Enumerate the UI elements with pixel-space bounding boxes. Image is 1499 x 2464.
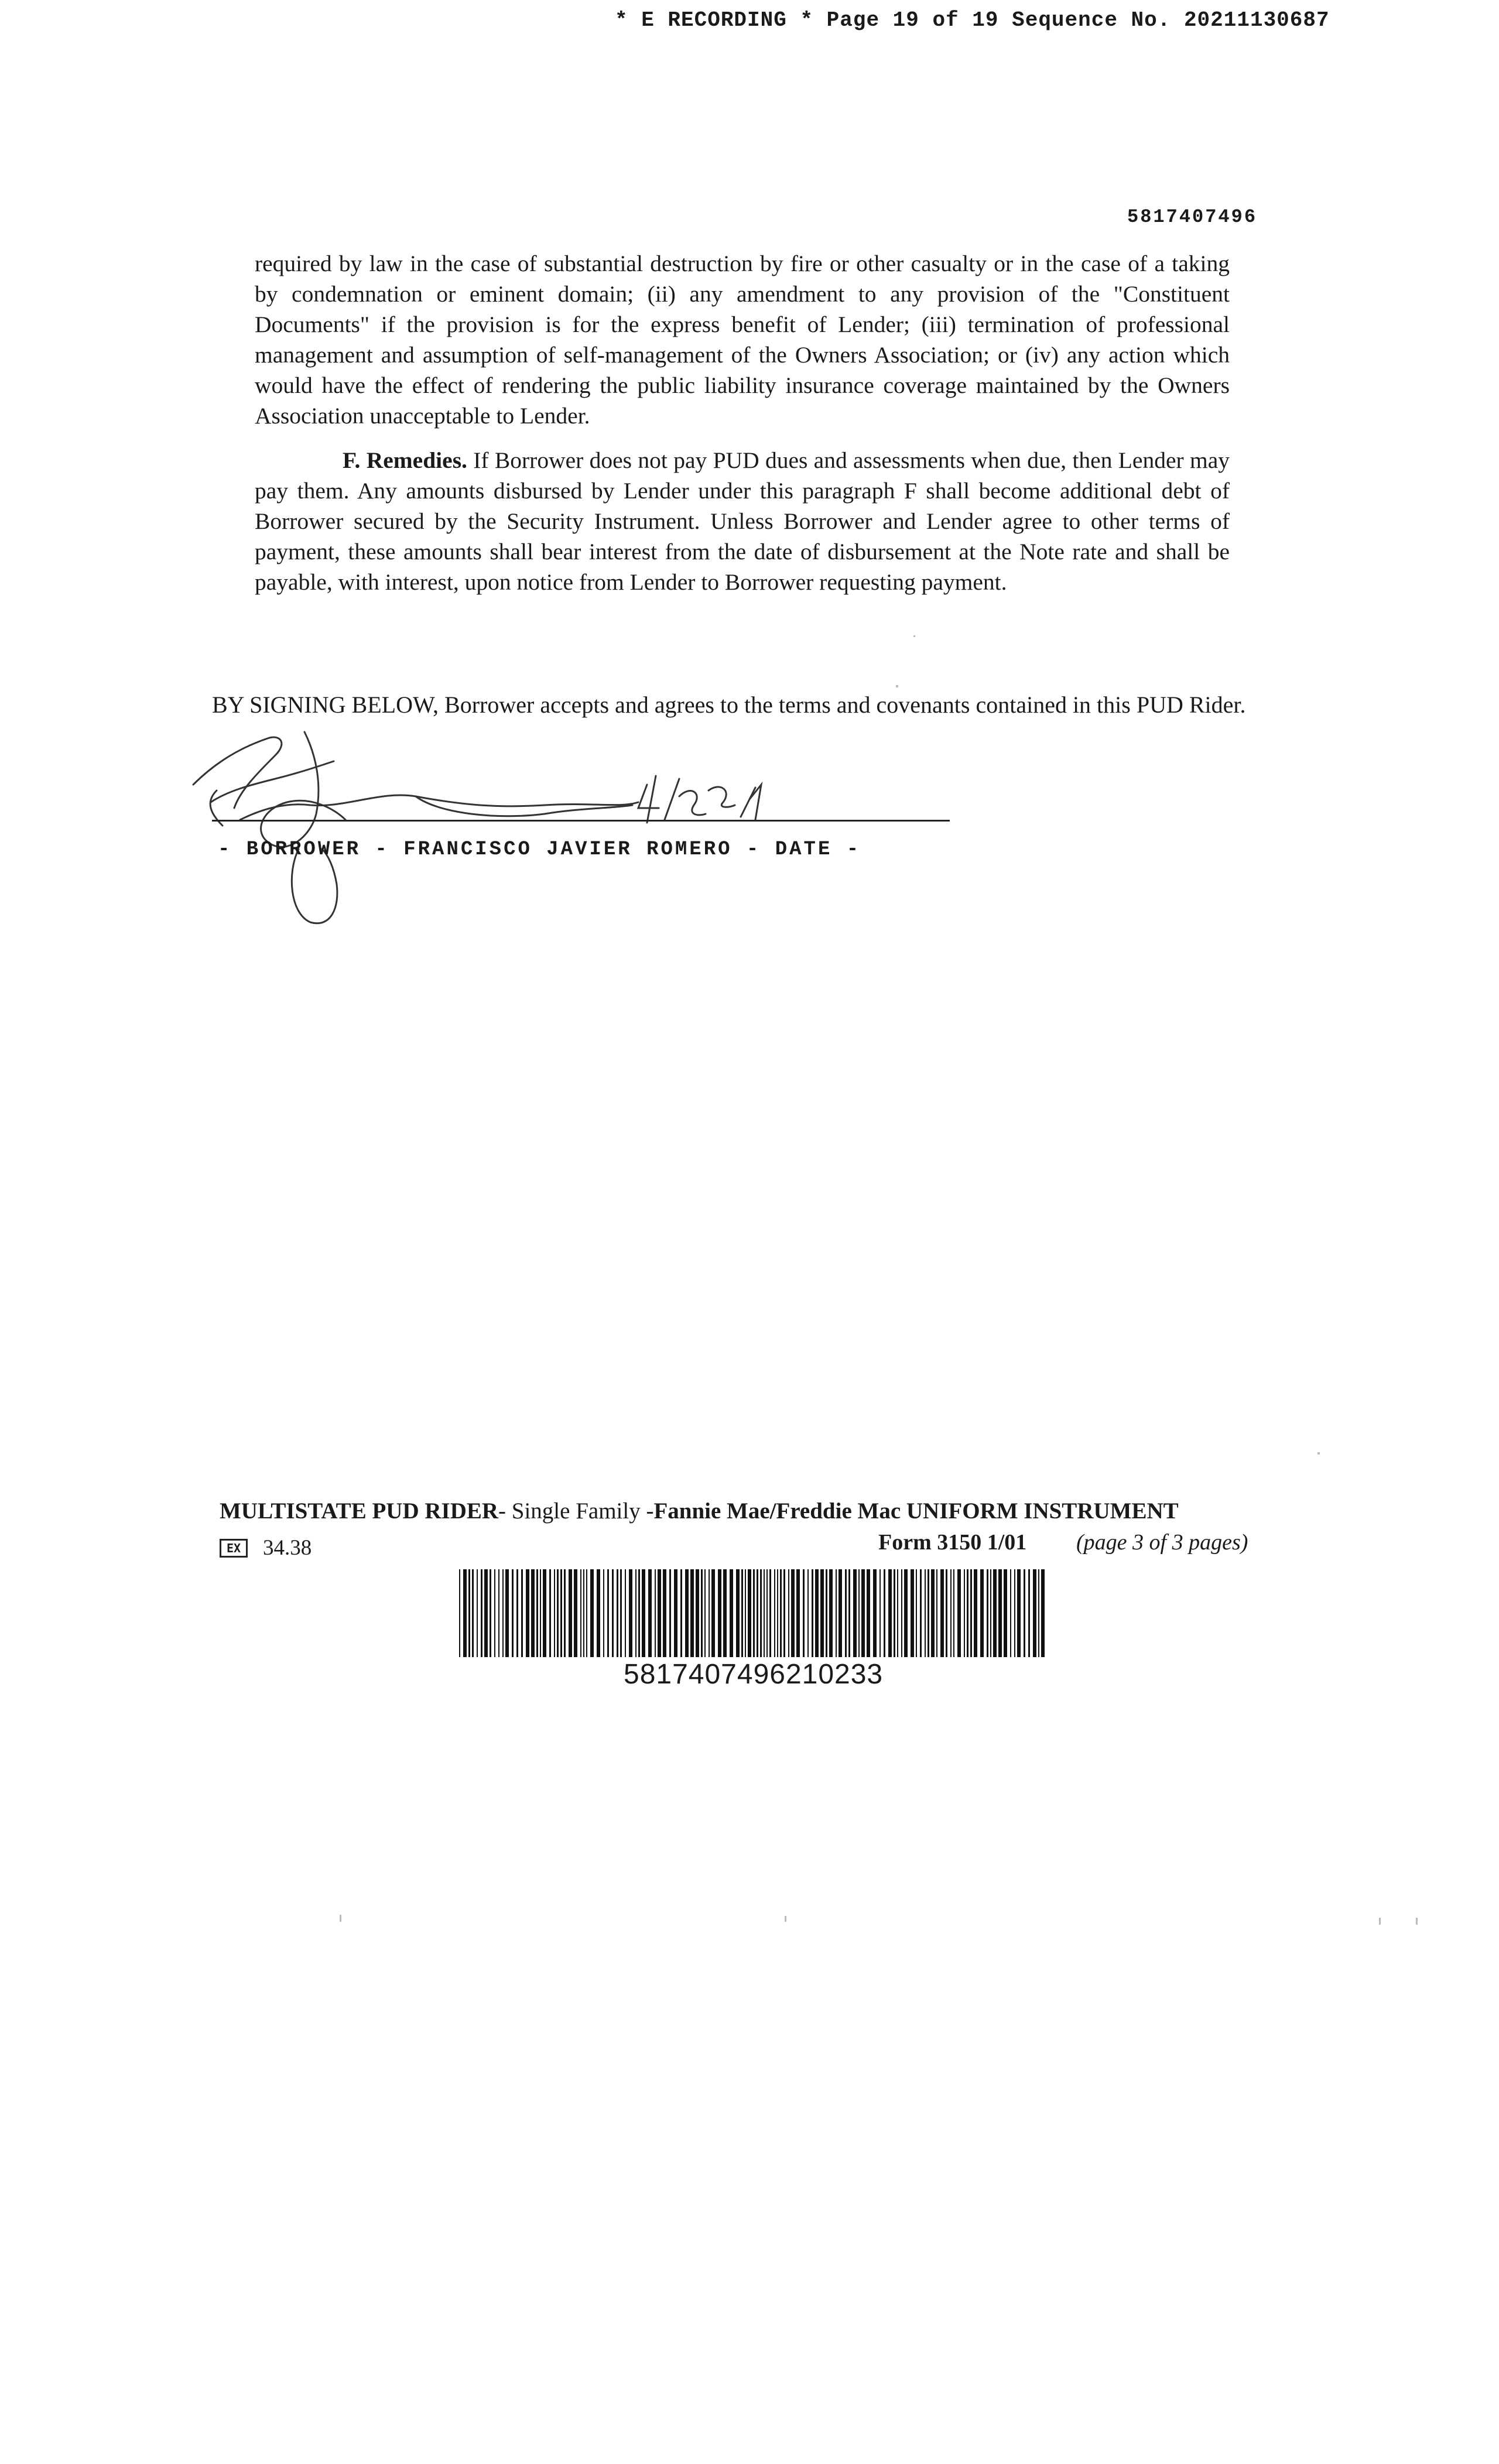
barcode-bar xyxy=(820,1569,824,1657)
barcode-bar xyxy=(753,1569,755,1657)
barcode-bar xyxy=(803,1569,805,1657)
barcode-bar xyxy=(980,1569,984,1657)
form-number: Form 3150 1/01 xyxy=(878,1530,1027,1555)
form-title-bold-2: Fannie Mae/Freddie Mac UNIFORM INSTRUMENT xyxy=(653,1498,1179,1524)
barcode-bar xyxy=(521,1569,523,1657)
barcode-bar xyxy=(957,1569,961,1657)
barcode-bar xyxy=(936,1569,937,1657)
barcode-bar xyxy=(1028,1569,1030,1657)
barcode-bar xyxy=(620,1569,622,1657)
form-code: 34.38 xyxy=(263,1536,312,1560)
barcode-bar xyxy=(788,1569,789,1657)
barcode-bar xyxy=(723,1569,727,1657)
barcode-bar xyxy=(990,1569,991,1657)
barcode-bar xyxy=(564,1569,566,1657)
form-title-bold: MULTISTATE PUD RIDER xyxy=(220,1498,499,1524)
barcode-bar xyxy=(836,1569,837,1657)
scan-speck xyxy=(896,685,898,687)
form-title-mid: - Single Family - xyxy=(498,1498,654,1524)
form-code-group xyxy=(220,1535,312,1560)
barcode-bar xyxy=(777,1569,778,1657)
barcode-bar xyxy=(998,1569,1002,1657)
barcode-bar xyxy=(463,1569,467,1657)
barcode-bar xyxy=(540,1569,541,1657)
barcode-bar xyxy=(574,1569,577,1657)
form-title xyxy=(220,1498,1179,1524)
barcode-bar xyxy=(987,1569,988,1657)
ex-icon: EX xyxy=(220,1539,248,1558)
barcode-bar xyxy=(498,1569,499,1657)
barcode-bar xyxy=(512,1569,514,1657)
barcode-bar xyxy=(736,1569,740,1657)
barcode-bar xyxy=(526,1569,529,1657)
barcode-bar xyxy=(769,1569,771,1657)
barcode-bar xyxy=(1038,1569,1039,1657)
barcode-bar xyxy=(901,1569,902,1657)
barcode-bar xyxy=(711,1569,715,1657)
barcode-bar xyxy=(554,1569,555,1657)
scan-speck xyxy=(1317,1452,1320,1455)
barcode-bar xyxy=(974,1569,977,1657)
barcode-bar xyxy=(477,1569,478,1657)
barcode-bar xyxy=(663,1569,666,1657)
barcode-bar xyxy=(580,1569,581,1657)
barcode-bar xyxy=(964,1569,965,1657)
page-count: (page 3 of 3 pages) xyxy=(1076,1530,1248,1555)
barcode-bar xyxy=(780,1569,782,1657)
barcode-bar xyxy=(741,1569,743,1657)
barcode-number: 5817407496210233 xyxy=(624,1659,884,1690)
barcode-bar xyxy=(904,1569,908,1657)
signature-line xyxy=(212,820,950,822)
barcode-bar xyxy=(648,1569,652,1657)
barcode-bar xyxy=(839,1569,842,1657)
borrower-signature xyxy=(170,720,790,943)
barcode-bar xyxy=(993,1569,997,1657)
barcode-bar xyxy=(481,1569,482,1657)
barcode-bar xyxy=(829,1569,833,1657)
barcode-bar xyxy=(569,1569,572,1657)
barcode-bar xyxy=(597,1569,600,1657)
barcode-bar xyxy=(897,1569,898,1657)
barcode-bar xyxy=(815,1569,819,1657)
barcode-bar xyxy=(674,1569,677,1657)
barcode-bar xyxy=(861,1569,865,1657)
barcode-bar xyxy=(745,1569,746,1657)
barcode-bar xyxy=(549,1569,551,1657)
barcode-bar xyxy=(757,1569,758,1657)
signature-caption: - BORROWER - FRANCISCO JAVIER ROMERO - DATE - xyxy=(218,839,861,861)
scan-speck xyxy=(1416,1918,1418,1925)
barcode-bar xyxy=(931,1569,935,1657)
barcode-bar xyxy=(826,1569,827,1657)
barcode-bar xyxy=(590,1569,594,1657)
barcode-bar xyxy=(718,1569,721,1657)
barcode-bar xyxy=(760,1569,762,1657)
barcode-bar xyxy=(946,1569,947,1657)
barcode-bar xyxy=(1010,1569,1011,1657)
barcode-bar xyxy=(583,1569,584,1657)
barcode-bar xyxy=(953,1569,954,1657)
barcode-bar xyxy=(845,1569,847,1657)
barcode-bar xyxy=(796,1569,800,1657)
barcode-bar xyxy=(970,1569,972,1657)
barcode-bar xyxy=(638,1569,640,1657)
barcode-bar xyxy=(848,1569,850,1657)
barcode-bar xyxy=(730,1569,733,1657)
barcode-bar xyxy=(468,1569,470,1657)
scan-speck xyxy=(1379,1918,1381,1925)
barcode-bar xyxy=(1017,1569,1021,1657)
barcode-bar xyxy=(617,1569,618,1657)
barcode-bar xyxy=(925,1569,926,1657)
barcode-bar xyxy=(920,1569,922,1657)
barcode-bar xyxy=(603,1569,604,1657)
barcode-bar xyxy=(494,1569,495,1657)
barcode-bar xyxy=(858,1569,860,1657)
barcode-bar xyxy=(1004,1569,1007,1657)
barcode-bar xyxy=(894,1569,895,1657)
barcode-bar xyxy=(472,1569,474,1657)
barcode-bar xyxy=(502,1569,504,1657)
barcode-bar xyxy=(484,1569,488,1657)
barcode-bar xyxy=(766,1569,768,1657)
barcode-bar xyxy=(911,1569,914,1657)
barcode-bar xyxy=(655,1569,656,1657)
barcode-bar xyxy=(701,1569,703,1657)
barcode-bar xyxy=(560,1569,562,1657)
barcode-bar xyxy=(748,1569,751,1657)
barcode-bar xyxy=(1024,1569,1025,1657)
barcode-bar xyxy=(536,1569,538,1657)
barcode-bar xyxy=(1033,1569,1036,1657)
barcode-bar xyxy=(669,1569,671,1657)
barcode-bar xyxy=(704,1569,706,1657)
barcode-bar xyxy=(1014,1569,1015,1657)
barcode-bar xyxy=(642,1569,645,1657)
barcode-bar xyxy=(612,1569,614,1657)
barcode-bar xyxy=(940,1569,944,1657)
barcode-bar xyxy=(853,1569,857,1657)
barcode-bar xyxy=(516,1569,518,1657)
barcode-bar xyxy=(709,1569,710,1657)
barcode-bar xyxy=(774,1569,775,1657)
barcode-bar xyxy=(625,1569,626,1657)
barcode-bar xyxy=(690,1569,694,1657)
barcode-bar xyxy=(685,1569,689,1657)
paragraph-continuation: required by law in the case of substantial destruction by fire or other casualty or in the case of a taking by condemnation or eminent domain; (ii) any amendment to any provision of the "Constituent Documents" if the provision is for the express benefit of Lender; (iii) termination of professional management and assumption of self-management of the Owners Association; or (iv) any action which would have the effect of rendering the public liability insurance coverage maintained by the Owners Association unacceptable to Lender. xyxy=(255,251,1230,429)
barcode-bar xyxy=(531,1569,535,1657)
barcode-bar xyxy=(629,1569,632,1657)
scan-speck xyxy=(340,1915,341,1922)
remedies-heading: F. Remedies. xyxy=(343,447,467,473)
barcode-bar xyxy=(635,1569,636,1657)
loan-number: 5817407496 xyxy=(1127,206,1258,228)
recording-header: * E RECORDING * Page 19 of 19 Sequence No. 20211130687 xyxy=(615,8,1330,32)
barcode-bar xyxy=(658,1569,661,1657)
remedies-paragraph xyxy=(255,445,1230,597)
barcode-bar xyxy=(950,1569,952,1657)
barcode-bar xyxy=(764,1569,765,1657)
barcode-bar xyxy=(607,1569,609,1657)
barcode-bar xyxy=(967,1569,968,1657)
remedies-text: If Borrower does not pay PUD dues and assessments when due, then Lender may pay them. Any amounts disbursed by Lender under this paragraph F shall become additional debt of Borrower secured by the Security Instrument. Unless Borrower and Lender agree to other terms of payment, these amounts shall bear interest from the date of disbursement at the Note rate and shall be payable, with interest, upon notice from Lender to Borrower requesting payment. xyxy=(255,447,1230,595)
barcode-bar xyxy=(680,1569,682,1657)
acceptance-statement: BY SIGNING BELOW, Borrower accepts and agrees to the terms and covenants contained in this PUD Rider. xyxy=(212,692,1246,718)
barcode-bar xyxy=(873,1569,877,1657)
barcode-bar xyxy=(812,1569,813,1657)
barcode-bar xyxy=(490,1569,491,1657)
barcode-bar xyxy=(916,1569,917,1657)
barcode-bar xyxy=(867,1569,870,1657)
barcode-bar xyxy=(1041,1569,1045,1657)
barcode-bar xyxy=(884,1569,885,1657)
barcode-bar xyxy=(696,1569,699,1657)
barcode-bar xyxy=(505,1569,509,1657)
barcode-bar xyxy=(543,1569,546,1657)
barcode-bar xyxy=(557,1569,559,1657)
barcode-bar xyxy=(791,1569,795,1657)
barcode-bar xyxy=(783,1569,785,1657)
scan-speck xyxy=(913,635,915,637)
barcode-bar xyxy=(928,1569,929,1657)
barcode-bar xyxy=(879,1569,881,1657)
barcode xyxy=(457,1569,1048,1657)
barcode-bar xyxy=(888,1569,892,1657)
barcode-bar xyxy=(459,1569,460,1657)
barcode-bar xyxy=(807,1569,809,1657)
scan-speck xyxy=(785,1916,786,1922)
barcode-bar xyxy=(586,1569,587,1657)
